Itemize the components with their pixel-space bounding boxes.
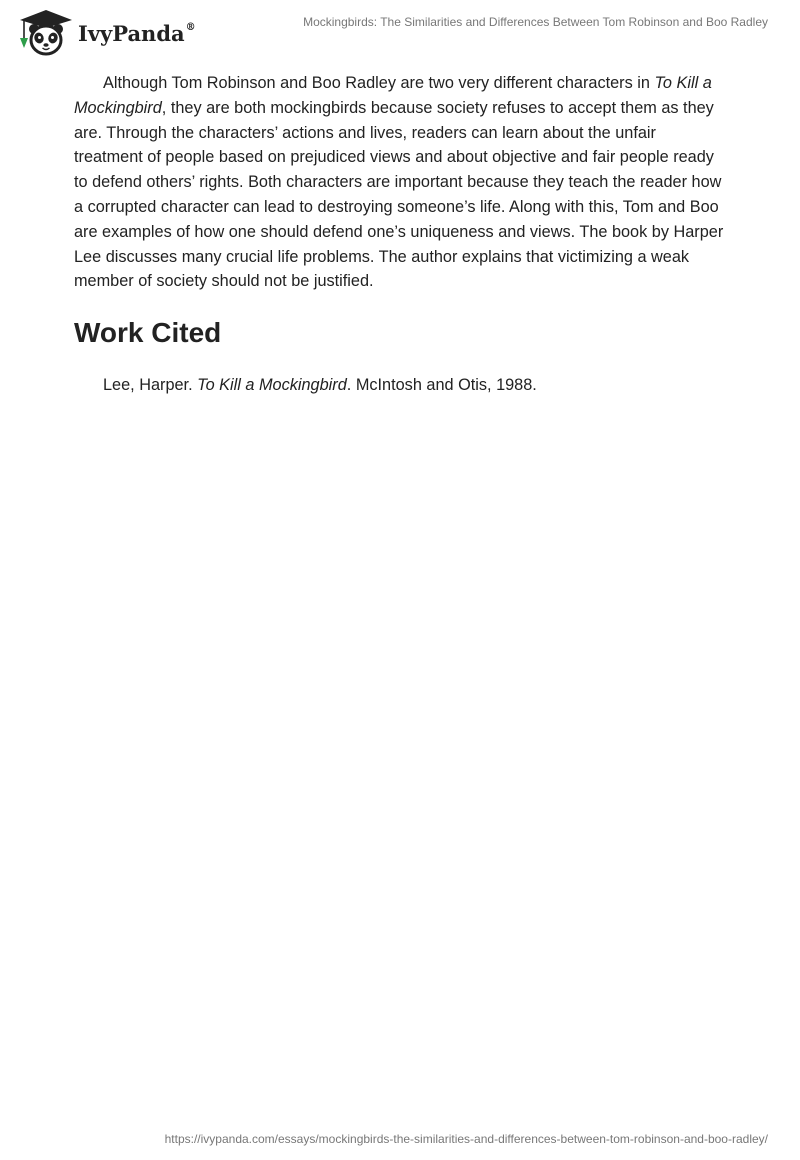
- works-cited-heading: Work Cited: [74, 317, 222, 349]
- essay-content: [74, 71, 724, 397]
- running-title: Mockingbirds: The Similarities and Differences Between Tom Robinson and Boo Radley: [303, 15, 768, 29]
- citation-title: To Kill a Mockingbird: [197, 376, 347, 395]
- citation-entry: Lee, Harper. To Kill a Mockingbird. McIntosh and Otis, 1988.: [103, 376, 537, 395]
- page-header: [0, 0, 800, 60]
- book-title: To Kill a Mockingbird: [74, 74, 712, 117]
- footer-source-url[interactable]: https://ivypanda.com/essays/mockingbirds-the-similarities-and-differences-between-tom-robinson-and-boo-radley/: [164, 1132, 768, 1146]
- body-paragraph: Although Tom Robinson and Boo Radley are two very different characters in To Kill a Mockingbird, they are both mockingbirds because society refuses to accept them as they are. Through the characters’ actions and lives, readers can learn about the unfair treatment of people based on prejudiced views and about objective and fair people ready to defend others’ rights. Both characters are important because they teach the reader how a corrupted character can lead to destroying someone’s life. Along with this, Tom and Boo are examples of how one should defend one’s uniqueness and views. The book by Harper Lee discusses many crucial life problems. The author explains that victimizing a weak member of society should not be justified.: [74, 74, 724, 291]
- ivypanda-logo[interactable]: [14, 6, 196, 58]
- logo-wordmark: IvyPanda®: [78, 20, 196, 46]
- panda-graduation-cap-icon: [14, 6, 74, 58]
